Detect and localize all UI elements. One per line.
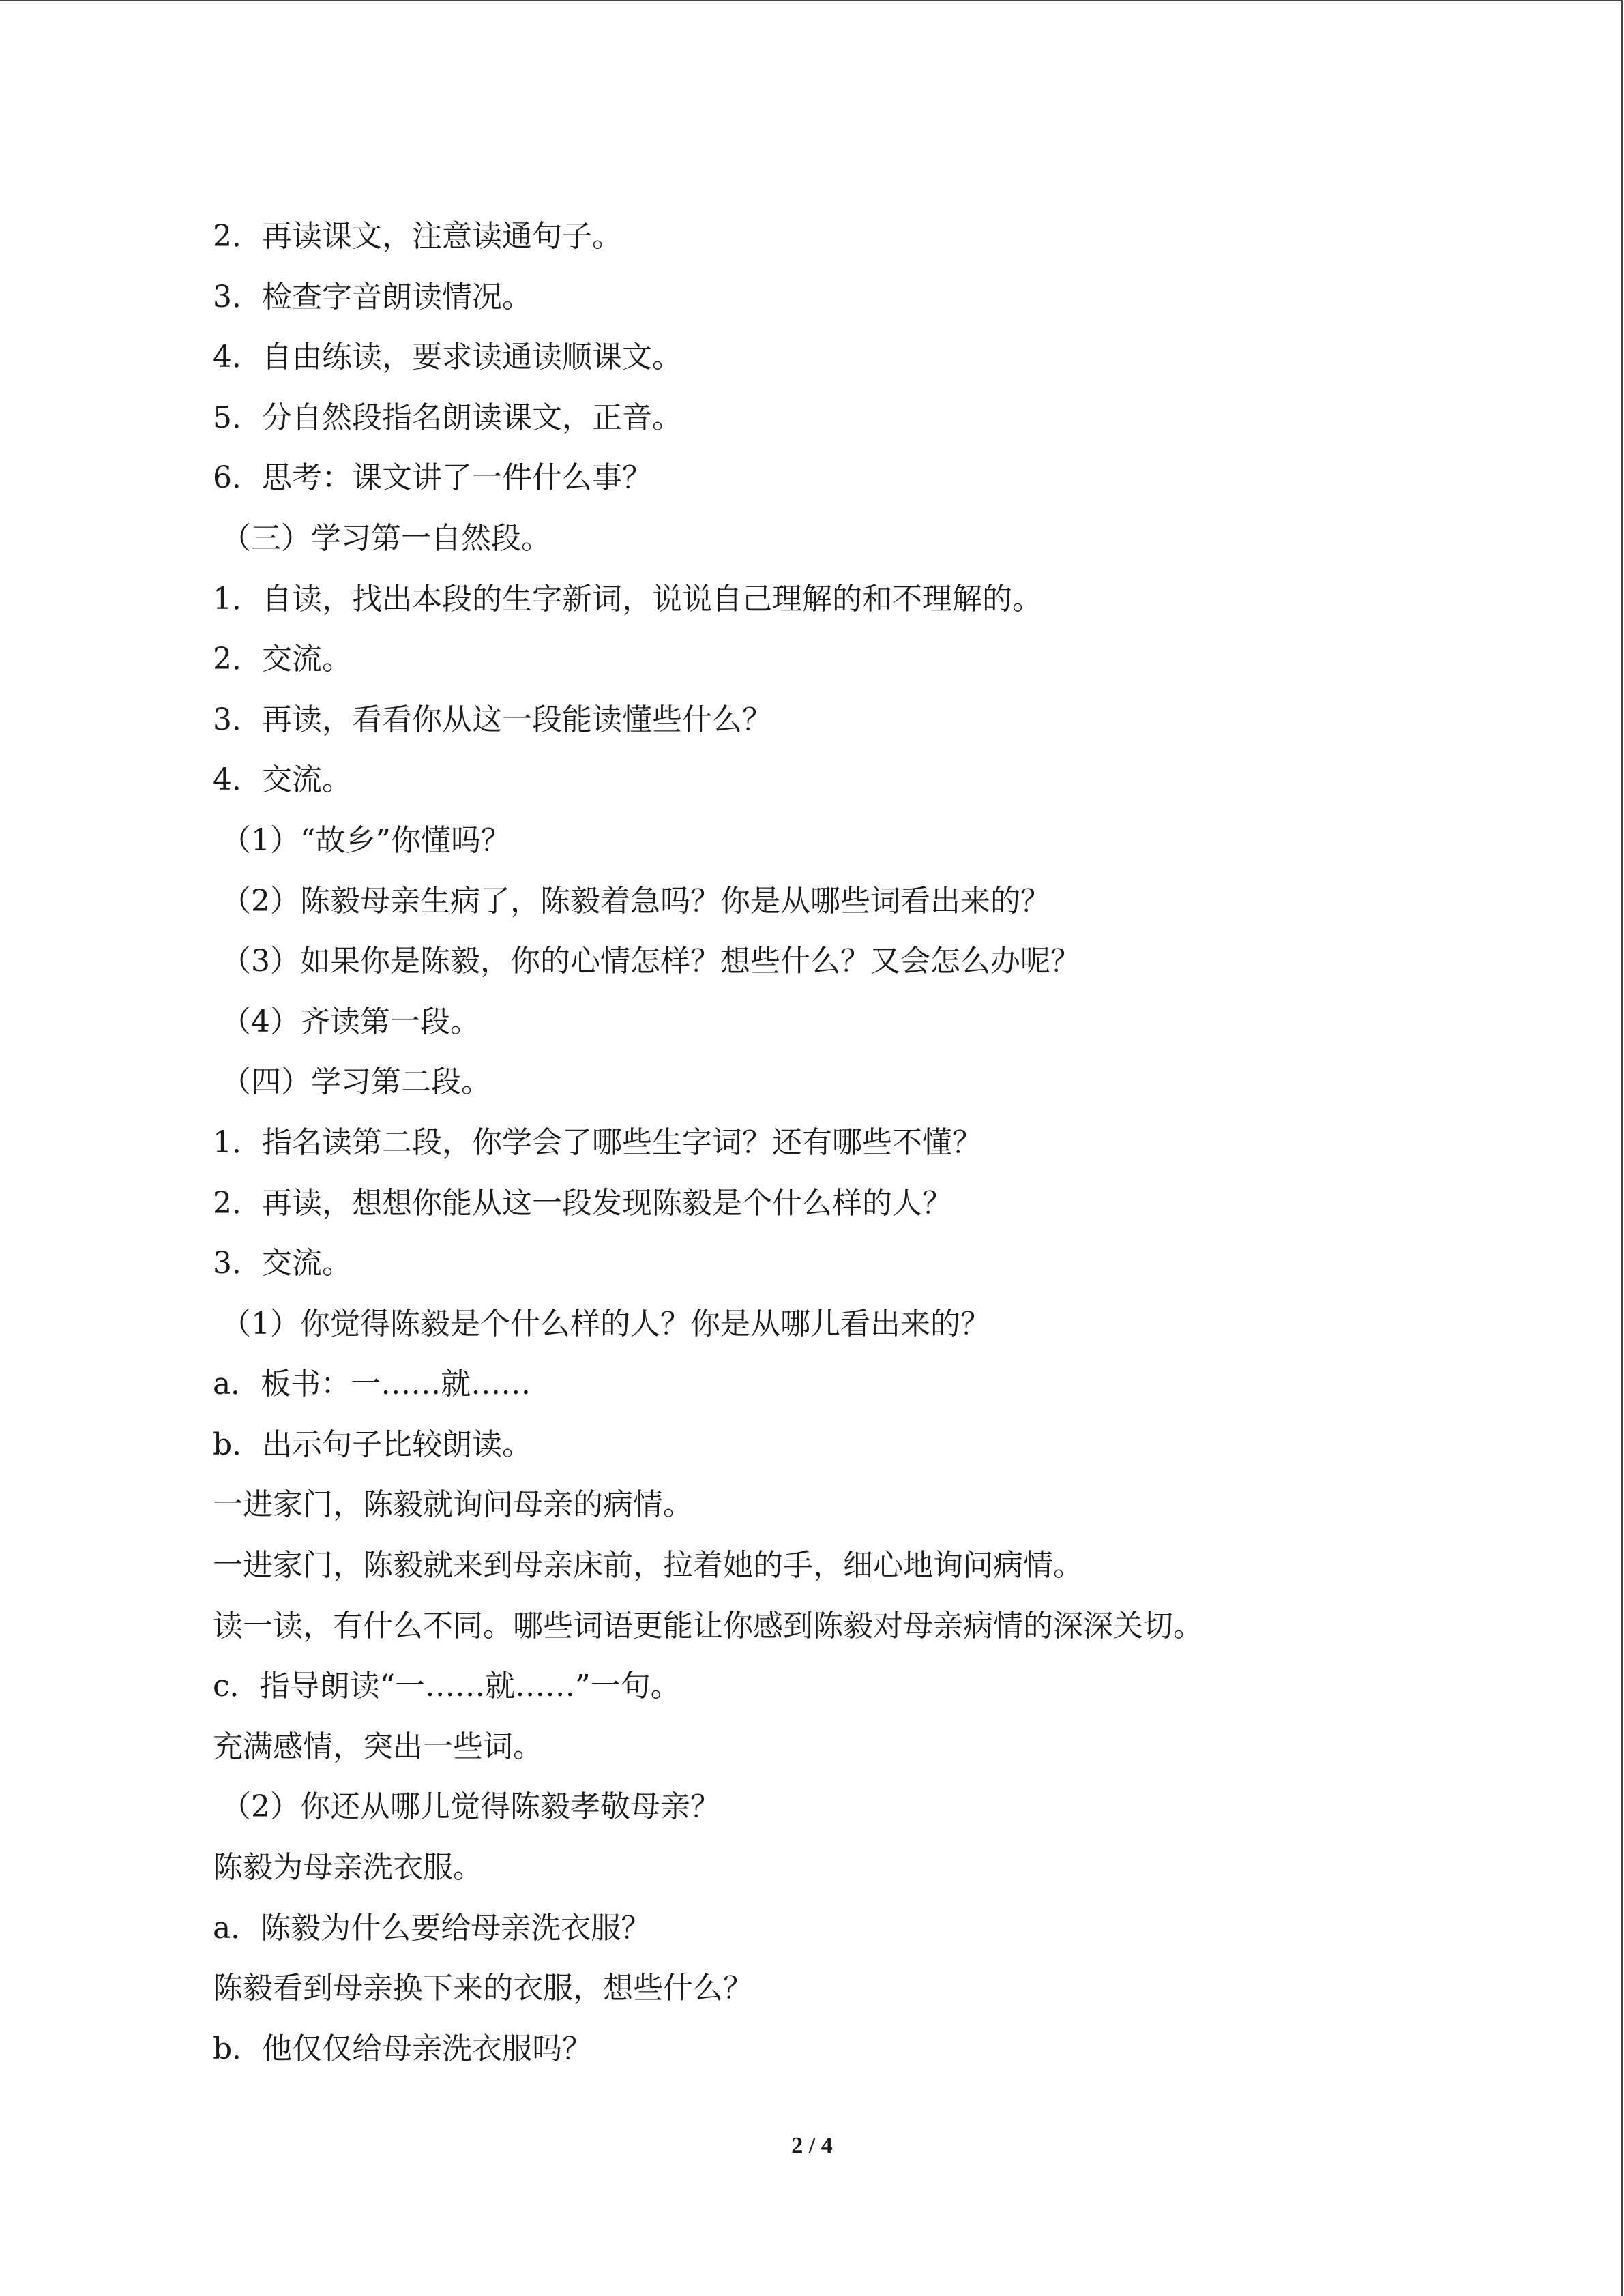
text-line: a．陈毅为什么要给母亲洗衣服？	[213, 1910, 651, 1945]
text-line: 3．再读，看看你从这一段能读懂些什么？	[213, 702, 772, 737]
text-line: 1．指名读第二段，你学会了哪些生字词？还有哪些不懂？	[213, 1124, 982, 1160]
text-line: 读一读，有什么不同。哪些词语更能让你感到陈毅对母亲病情的深深关切。	[213, 1608, 1203, 1643]
text-line: 2．交流。	[213, 642, 352, 677]
text-line: （4）齐读第一段。	[221, 1004, 480, 1039]
text-line: 3．检查字音朗读情况。	[213, 279, 532, 314]
text-line: b．他仅仅给母亲洗衣服吗？	[213, 2031, 593, 2066]
text-line: c．指导朗读“一……就……”一句。	[213, 1669, 681, 1704]
text-line: （1）你觉得陈毅是个什么样的人？你是从哪儿看出来的？	[221, 1306, 990, 1341]
text-line: 5．分自然段指名朗读课文，正音。	[213, 400, 682, 435]
page-number: 2 / 4	[791, 2133, 833, 2158]
text-line: （1）“故乡”你懂吗？	[221, 822, 511, 858]
text-line: （2）你还从哪儿觉得陈毅孝敬母亲？	[221, 1789, 720, 1825]
text-line: （三）学习第一自然段。	[221, 520, 551, 556]
text-line: b．出示句子比较朗读。	[213, 1427, 533, 1462]
text-line: 6．思考：课文讲了一件什么事？	[213, 460, 652, 496]
text-line: （四）学习第二段。	[221, 1064, 491, 1100]
text-line: a．板书：一……就……	[213, 1367, 531, 1402]
text-line: 一进家门，陈毅就来到母亲床前，拉着她的手，细心地询问病情。	[213, 1548, 1083, 1583]
text-line: （3）如果你是陈毅，你的心情怎样？想些什么？又会怎么办呢？	[221, 944, 1080, 979]
text-line: 陈毅看到母亲换下来的衣服，想些什么？	[213, 1971, 753, 2006]
text-line: 陈毅为母亲洗衣服。	[213, 1850, 483, 1885]
text-line: 一进家门，陈毅就询问母亲的病情。	[213, 1487, 693, 1523]
text-line: 2．再读，想想你能从这一段发现陈毅是个什么样的人？	[213, 1185, 952, 1221]
text-line: 4．自由练读，要求读通读顺课文。	[213, 340, 682, 375]
document-body	[213, 207, 1509, 2079]
text-line: （2）陈毅母亲生病了，陈毅着急吗？你是从哪些词看出来的？	[221, 883, 1050, 919]
text-line: 充满感情，突出一些词。	[213, 1729, 543, 1764]
text-line: 4．交流。	[213, 762, 352, 798]
text-line: 3．交流。	[213, 1246, 352, 1281]
text-line: 2．再读课文，注意读通句子。	[213, 219, 622, 254]
text-line: 1．自读，找出本段的生字新词，说说自己理解的和不理解的。	[213, 581, 1042, 616]
